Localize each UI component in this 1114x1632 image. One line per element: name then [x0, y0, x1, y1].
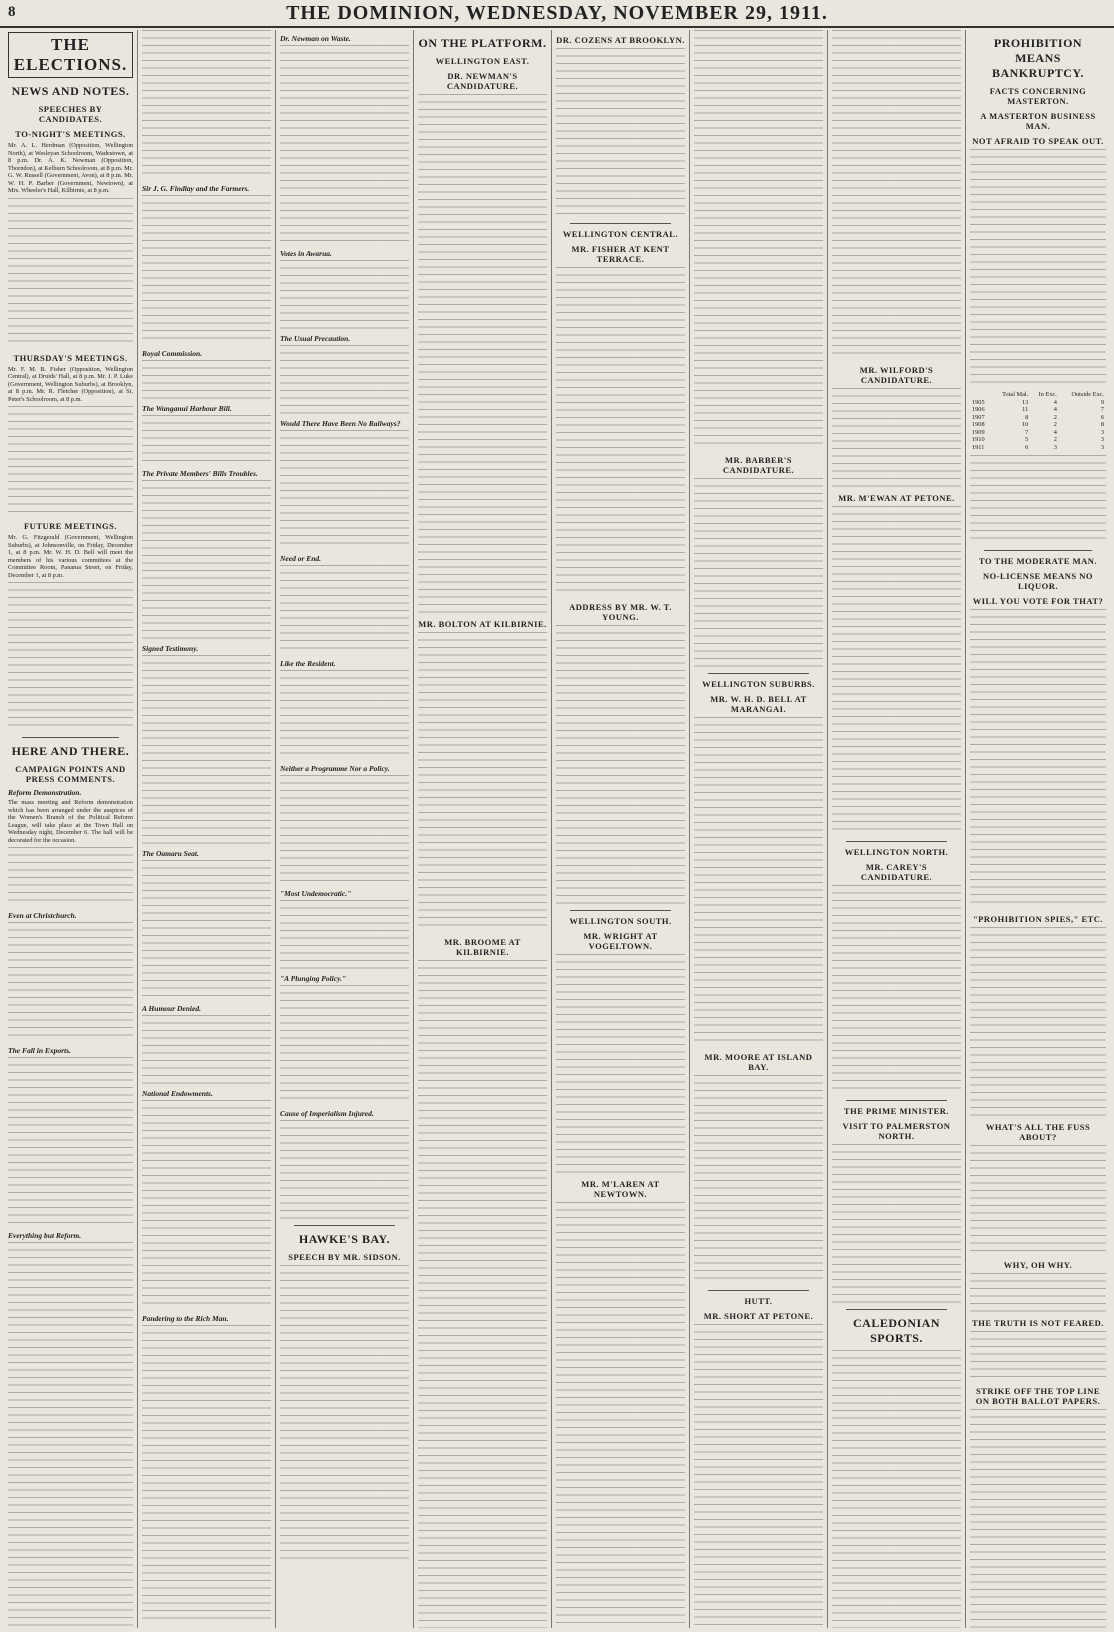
table-cell: 13	[1021, 398, 1029, 406]
article-body	[832, 506, 961, 836]
article-body	[142, 655, 271, 845]
wanganui-heading: The Wanganui Harbour Bill.	[142, 404, 232, 413]
table-header: Outside Exc.	[1071, 391, 1104, 398]
rich-heading: Pandering to the Rich Man.	[142, 1314, 229, 1323]
article-body	[694, 717, 823, 1047]
article-body	[280, 260, 409, 330]
why-heading: WHY, OH WHY.	[1003, 1260, 1073, 1270]
page-number: 8	[8, 4, 16, 20]
table-cell: 2	[1053, 413, 1057, 421]
divider	[846, 841, 947, 842]
table-cell: 11	[1022, 406, 1029, 413]
article-body	[694, 1075, 823, 1285]
divider	[846, 1309, 947, 1310]
future-heading: FUTURE MEETINGS.	[23, 521, 117, 531]
prohibition-heading: PROHIBITION MEANS BANKRUPTCY.	[991, 36, 1085, 80]
table-row	[970, 444, 1106, 452]
truth-heading: THE TRUTH IS NOT FEARED.	[972, 1318, 1104, 1328]
thursday-heading: THURSDAY'S MEETINGS.	[13, 352, 128, 363]
article-body	[694, 1324, 823, 1628]
table-cell: 1905	[972, 398, 985, 406]
afraid-heading: NOT AFRAID TO SPEAK OUT.	[972, 136, 1104, 146]
article-body	[556, 625, 685, 905]
article-body	[556, 267, 685, 597]
statistics-table	[970, 391, 1106, 451]
table-cell: 4	[1053, 398, 1057, 406]
tonight-heading: TO-NIGHT'S MEETINGS.	[15, 129, 126, 139]
article-body	[970, 1331, 1106, 1381]
speeches-heading: SPEECHES BY CANDIDATES.	[38, 104, 103, 124]
article-body	[970, 609, 1106, 909]
article-body	[142, 480, 271, 640]
wilford-heading: MR. WILFORD'S CANDIDATURE.	[859, 365, 934, 385]
article-body	[142, 195, 271, 345]
article-body	[280, 1120, 409, 1220]
table-row	[970, 399, 1106, 407]
masthead-title: THE DOMINION, WEDNESDAY, NOVEMBER 29, 1911.	[286, 2, 828, 24]
table-cell: 7	[1100, 406, 1104, 413]
article-body	[280, 1265, 409, 1565]
table-cell: 9	[1100, 398, 1104, 406]
article-body	[832, 388, 961, 488]
north-heading: WELLINGTON NORTH.	[844, 847, 949, 857]
elections-heading: THE ELECTIONS.	[8, 32, 133, 78]
hawkes-heading: HAWKE'S BAY.	[298, 1232, 391, 1246]
masthead	[0, 0, 1114, 28]
private-heading: The Private Members' Bills Troubles.	[142, 469, 258, 478]
table-header-row	[970, 391, 1106, 399]
table-cell: 6	[1100, 413, 1104, 421]
article-body	[970, 1145, 1106, 1255]
article-body	[970, 455, 1106, 545]
divider	[708, 673, 809, 674]
suburbs-heading: WELLINGTON SUBURBS.	[702, 679, 815, 689]
cause-heading: Cause of Imperialism Injured.	[280, 1109, 374, 1118]
moore-heading: MR. MOORE AT ISLAND BAY.	[704, 1052, 813, 1072]
thursday-text: Mr. F. M. B. Fisher (Opposition, Wellington Central), at Druids' Hall, at 8 p.m. Mr. J. P. Luke (Government, Wellington Suburbs), at Brooklyn, at 8 p.m. Mr. R. Fletcher (Opposition), at St. Peter's Schoolroom, at 8 p.m.	[8, 365, 133, 403]
divider	[570, 223, 671, 224]
railways-heading: Would There Have Been No Railways?	[280, 419, 401, 428]
article-body	[556, 48, 685, 218]
strike-heading: STRIKE OFF THE TOP LINE ON BOTH BALLOT PAPERS.	[975, 1386, 1101, 1406]
even-heading: Even at Christchurch.	[8, 911, 77, 920]
short-heading: MR. SHORT AT PETONE.	[703, 1311, 814, 1321]
hutt-heading: HUTT.	[744, 1296, 773, 1306]
table-header: In Exc.	[1038, 391, 1057, 398]
whats-heading: WHAT'S ALL THE FUSS ABOUT?	[985, 1122, 1091, 1142]
article-body	[142, 1100, 271, 1310]
need-heading: Need or End.	[280, 554, 322, 563]
table-cell: 3	[1053, 443, 1057, 451]
young-heading: ADDRESS BY MR. W. T. YOUNG.	[569, 602, 672, 622]
article-body	[280, 430, 409, 550]
table-cell: 10	[1021, 421, 1029, 428]
fall-heading: The Fall in Exports.	[8, 1046, 71, 1055]
article-body	[142, 30, 271, 180]
most-heading: "Most Undemocratic."	[280, 889, 352, 898]
will-you-heading: WILL YOU VOTE FOR THAT?	[972, 596, 1104, 606]
caledonian-heading: CALEDONIAN SPORTS.	[852, 1316, 940, 1345]
neither-heading: Neither a Programme Nor a Policy.	[280, 764, 390, 773]
table-row	[970, 406, 1106, 414]
like-heading: Like the Resident.	[280, 659, 336, 668]
mcewan-heading: MR. M'EWAN AT PETONE.	[838, 493, 955, 503]
article-body	[142, 360, 271, 400]
column-8	[966, 30, 1110, 1628]
pm-heading: THE PRIME MINISTER.	[843, 1106, 950, 1116]
table-cell: 4	[1053, 406, 1057, 413]
table-cell: 1909	[972, 428, 985, 436]
south-heading: WELLINGTON SOUTH.	[569, 916, 672, 926]
here-there-heading: HERE AND THERE.	[11, 744, 130, 758]
article-body	[142, 415, 271, 465]
article-body	[832, 1144, 961, 1304]
vogeltown-heading: MR. WRIGHT AT VOGELTOWN.	[583, 931, 658, 951]
table-cell: 6	[1025, 443, 1029, 451]
table-cell: 2	[1053, 436, 1057, 443]
columns	[4, 30, 1110, 1628]
column-6	[690, 30, 828, 1628]
article-body	[280, 775, 409, 885]
article-body	[970, 1409, 1106, 1628]
article-body	[280, 670, 409, 760]
table-row	[970, 429, 1106, 437]
fisher-heading: MR. FISHER AT KENT TERRACE.	[571, 244, 670, 264]
article-body	[8, 847, 133, 907]
article-body	[970, 927, 1106, 1117]
table-cell: 1908	[972, 421, 985, 428]
article-body	[970, 149, 1106, 389]
table-cell: 8	[1100, 421, 1104, 428]
article-body	[280, 985, 409, 1105]
article-body	[694, 478, 823, 668]
table-cell: 1907	[972, 413, 985, 421]
article-body	[556, 954, 685, 1174]
article-body	[970, 1273, 1106, 1313]
article-body	[832, 885, 961, 1095]
business-heading: A MASTERTON BUSINESS MAN.	[980, 111, 1096, 131]
table-cell: 5	[1025, 436, 1029, 443]
article-body	[418, 94, 547, 614]
column-1	[4, 30, 138, 1628]
central-heading: WELLINGTON CENTRAL.	[562, 229, 679, 239]
table-cell: 7	[1025, 428, 1029, 436]
carey-heading: MR. CAREY'S CANDIDATURE.	[860, 862, 933, 882]
table-row	[970, 414, 1106, 422]
spies-heading: "PROHIBITION SPIES," ETC.	[972, 914, 1104, 924]
humour-heading: A Humour Denied.	[142, 1004, 201, 1013]
article-body	[8, 198, 133, 348]
article-body	[280, 565, 409, 655]
column-7	[828, 30, 966, 1628]
column-3	[276, 30, 414, 1628]
candidature-heading: DR. NEWMAN'S CANDIDATURE.	[446, 71, 519, 91]
no-license-heading: NO-LICENSE MEANS NO LIQUOR.	[982, 571, 1094, 591]
article-body	[142, 1015, 271, 1085]
divider	[570, 910, 671, 911]
article-body	[694, 30, 823, 450]
table-header	[970, 391, 991, 399]
article-body	[556, 1202, 685, 1628]
reform-text: The mass meeting and Reform demonstration which has been arranged under the auspices of the Women's Branch of the Political Reform League, will take place at the Town Hall on Wednesday night, December 6. The hall will be decorated for the occasion.	[8, 799, 133, 844]
article-body	[418, 960, 547, 1628]
reform-heading: Reform Demonstration.	[8, 788, 82, 797]
plunging-heading: "A Plunging Policy."	[280, 974, 347, 983]
bell-heading: MR. W. H. D. BELL AT MARANGAI.	[710, 694, 807, 714]
table-row	[970, 421, 1106, 429]
platform-heading: ON THE PLATFORM.	[418, 36, 547, 50]
table-header: Total Mal.	[1002, 391, 1029, 398]
article-body	[8, 922, 133, 1042]
future-text: Mr. G. Fitzgerald (Government, Wellington Suburbs), at Johnsonville, on Friday, December 1, at 8 p.m. Mr. W. H. D. Bell will meet the members of his various committees at the Committee Room, Panama Street, on Friday, December 1, at 8 p.m.	[8, 534, 133, 579]
article-body	[280, 900, 409, 970]
table-cell: 4	[1053, 428, 1057, 436]
votes-heading: Votes in Awarua.	[280, 249, 332, 258]
visit-heading: VISIT TO PALMERSTON NORTH.	[842, 1121, 951, 1141]
facts-heading: FACTS CONCERNING MASTERTON.	[989, 86, 1087, 106]
barber-heading: MR. BARBER'S CANDIDATURE.	[722, 455, 795, 475]
table-cell: 3	[1100, 443, 1104, 451]
article-body	[142, 860, 271, 1000]
tonight-text: Mr. A. L. Herdman (Opposition, Wellington North), at Wesleyan Schoolroom, Wadestown, at 8 p.m. Dr. A. K. Newman (Opposition, Thorndon), at Kelburn Schoolroom, at 8 p.m. Mr. G. W. Russell (Government, Avon), at 8 p.m. Mr. W. H. P. Barber (Government, Newtown), at Mrs. Wheeler's Hall, Kilbirnie, at 8 p.m.	[8, 142, 133, 194]
campaign-heading: CAMPAIGN POINTS AND PRESS COMMENTS.	[15, 764, 126, 784]
article-body	[142, 1325, 271, 1625]
article-body	[8, 1242, 133, 1628]
article-body	[418, 632, 547, 932]
table-cell: 1910	[972, 436, 985, 443]
sidson-heading: SPEECH BY MR. SIDSON.	[288, 1252, 401, 1262]
oamaru-heading: The Oamaru Seat.	[142, 849, 199, 858]
table-cell: 3	[1100, 428, 1104, 436]
wellington-east-heading: WELLINGTON EAST.	[435, 56, 530, 66]
usual-heading: The Usual Precaution.	[280, 334, 351, 343]
divider	[984, 550, 1092, 551]
divider	[846, 1100, 947, 1101]
broome-heading: MR. BROOME AT KILBIRNIE.	[444, 937, 521, 957]
article-body	[8, 406, 133, 516]
endow-heading: National Endowments.	[142, 1089, 213, 1098]
article-body	[280, 345, 409, 415]
divider	[22, 737, 119, 738]
divider	[708, 1290, 809, 1291]
findlay-heading: Sir J. G. Findlay and the Farmers.	[142, 184, 250, 193]
newtown-heading: MR. M'LAREN AT NEWTOWN.	[581, 1179, 660, 1199]
news-notes-heading: NEWS AND NOTES.	[11, 84, 130, 98]
table-cell: 2	[1053, 421, 1057, 428]
article-body	[280, 45, 409, 245]
moderate-heading: TO THE MODERATE MAN.	[978, 556, 1098, 566]
cozens-heading: DR. COZENS AT BROOKLYN.	[556, 35, 685, 45]
table-cell: 1906	[972, 406, 985, 413]
table-row	[970, 436, 1106, 444]
article-body	[832, 30, 961, 360]
signed-heading: Signed Testimony.	[142, 644, 199, 653]
table-cell: 1911	[972, 443, 985, 451]
article-body	[8, 582, 133, 732]
column-4	[414, 30, 552, 1628]
royal-heading: Royal Commission.	[142, 349, 203, 358]
article-body	[8, 1057, 133, 1227]
divider	[294, 1225, 395, 1226]
newman-heading: Dr. Newman on Waste.	[280, 34, 351, 43]
article-body	[832, 1350, 961, 1628]
column-2	[138, 30, 276, 1628]
column-5	[552, 30, 690, 1628]
table-cell: 3	[1100, 436, 1104, 443]
bolton-heading: MR. BOLTON AT KILBIRNIE.	[418, 619, 547, 629]
everything-heading: Everything but Reform.	[8, 1231, 82, 1240]
table-cell: 8	[1025, 413, 1029, 421]
